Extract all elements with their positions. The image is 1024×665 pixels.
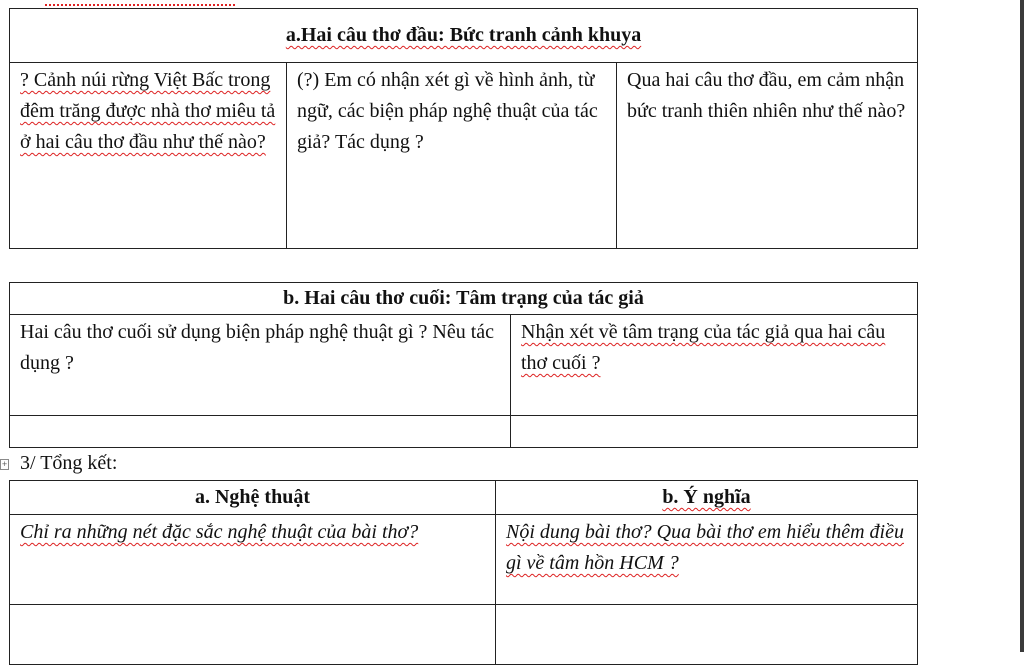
summary-head-art-text: a. Nghệ thuật [194,486,310,508]
section-a-question-2 [287,63,617,249]
summary-head-meaning [496,481,918,515]
section-b-title-text: b. Hai câu thơ cuối: Tâm trạng của tác giả [283,287,644,309]
section-b-question-1 [10,315,511,416]
summary-cell-art [10,515,496,605]
summary-cell-art-text: Chỉ ra những nét đặc sắc nghệ thuật của bài thơ? [20,521,419,543]
section-a-question-1-text: ? Cảnh núi rừng Việt Bấc trong đêm trăng được nhà thơ miêu tả ở hai câu thơ đầu như thế nào? [20,69,276,153]
table-summary [9,480,918,665]
summary-cell-meaning-text: Nội dung bài thơ? Qua bài thơ em hiểu thêm điều gì về tâm hồn HCM ? [506,521,904,574]
table-section-b [9,282,918,448]
summary-label [20,450,117,476]
summary-head-art [10,481,496,515]
table-section-a [9,8,918,249]
summary-empty-cell-2 [496,605,918,665]
summary-empty-cell-1 [10,605,496,665]
section-b-empty-cell-2 [511,416,918,448]
section-b-title [10,283,918,315]
section-a-question-3-text: Qua hai câu thơ đầu, em cảm nhận bức tranh thiên nhiên như thế nào? [627,69,906,122]
section-b-question-2-text: Nhận xét về tâm trạng của tác giả qua hai câu thơ cuối ? [521,321,886,374]
spell-underline-fragment [45,0,235,6]
section-a-title [10,9,918,63]
section-a-question-1 [10,63,287,249]
section-a-question-2-text: (?) Em có nhận xét gì về hình ảnh, từ ngữ, các biện pháp nghệ thuật của tác giả? Tác dụng ? [297,69,598,153]
section-b-question-2 [511,315,918,416]
table-anchor-icon[interactable]: + [1,460,8,468]
section-a-title-text: a.Hai câu thơ đầu: Bức tranh cảnh khuya [285,24,642,46]
summary-head-meaning-text: b. Ý nghĩa [662,486,751,508]
summary-cell-meaning [496,515,918,605]
section-b-question-1-text: Hai câu thơ cuối sử dụng biện pháp nghệ thuật gì ? Nêu tác dụng ? [20,321,495,374]
section-a-question-3 [617,63,918,249]
summary-label-text: 3/ Tổng kết: [20,452,118,474]
window-edge [1020,0,1024,652]
section-b-empty-cell-1 [10,416,511,448]
